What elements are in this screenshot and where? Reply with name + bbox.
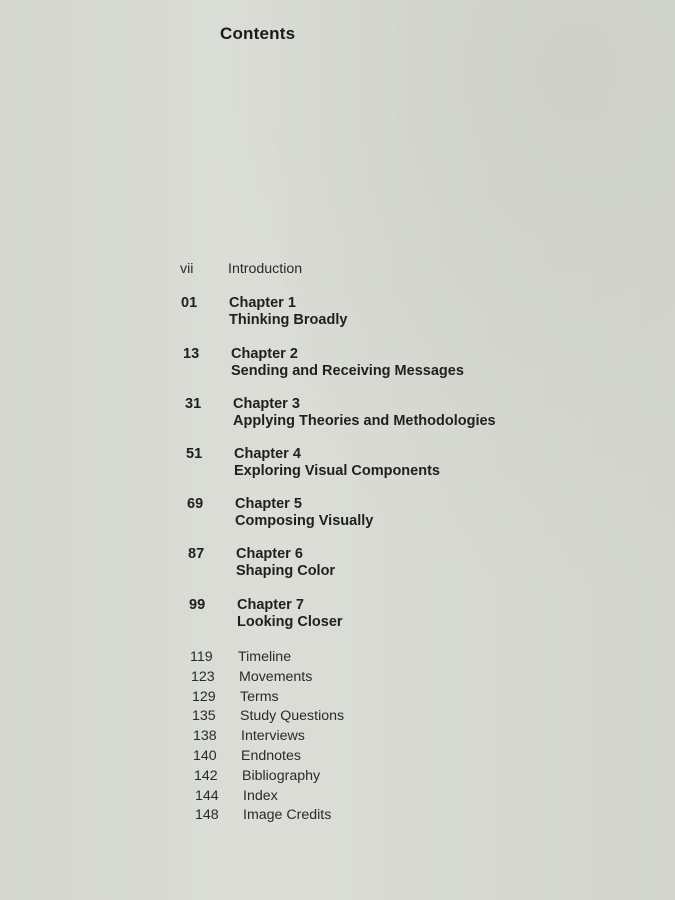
chapter-title: Looking Closer (237, 613, 343, 630)
toc-entry-movements (191, 669, 312, 685)
toc-page-number: vii (180, 261, 194, 277)
toc-entry-label: Study Questions (240, 708, 345, 724)
toc-entry-label: Image Credits (243, 807, 332, 823)
toc-page-number: 123 (191, 669, 215, 685)
toc-entry-terms (192, 689, 279, 705)
toc-chapter-4 (186, 446, 440, 479)
toc-entry-label: Bibliography (242, 768, 321, 784)
chapter-title: Applying Theories and Methodologies (233, 412, 496, 429)
chapter-number: Chapter 6 (236, 546, 303, 562)
toc-entry-label: Timeline (238, 649, 292, 665)
toc-page-number: 01 (181, 295, 198, 311)
toc-page-number: 148 (195, 807, 219, 823)
toc-page-number: 87 (188, 546, 205, 562)
toc-entry-study-questions (192, 708, 344, 724)
toc-chapter-1 (181, 295, 347, 328)
chapter-title: Shaping Color (236, 562, 336, 579)
toc-entry-label: Endnotes (241, 748, 301, 764)
chapter-title: Thinking Broadly (229, 311, 348, 328)
toc-page-number: 69 (187, 496, 204, 512)
toc-entry-introduction (180, 261, 302, 277)
toc-entry-endnotes (193, 748, 301, 764)
page-title: Contents (220, 24, 296, 43)
toc-entry-label: Movements (239, 669, 313, 685)
toc-entry-label: Introduction (228, 261, 303, 277)
chapter-number: Chapter 1 (229, 295, 296, 311)
toc-entry-label: Terms (240, 689, 279, 705)
toc-page-number: 99 (189, 597, 206, 613)
chapter-title: Sending and Receiving Messages (231, 362, 464, 379)
toc-page-number: 144 (195, 788, 219, 804)
toc-entry-timeline (190, 649, 291, 665)
chapter-number: Chapter 5 (235, 496, 302, 512)
toc-entry-index (195, 788, 278, 804)
toc-page-number: 135 (192, 708, 216, 724)
toc-entry-interviews (193, 728, 305, 744)
toc-page-number: 31 (185, 396, 202, 412)
toc-page-number: 51 (186, 446, 203, 462)
chapter-title: Exploring Visual Components (234, 462, 440, 479)
chapter-number: Chapter 2 (231, 346, 298, 362)
toc-entry-image-credits (195, 807, 331, 823)
chapter-number: Chapter 3 (233, 396, 300, 412)
toc-chapter-6 (188, 546, 335, 579)
toc-page-number: 13 (183, 346, 200, 362)
toc-entry-label: Index (243, 788, 278, 804)
toc-chapter-2 (183, 346, 464, 379)
toc-page-number: 129 (192, 689, 216, 705)
toc-entry-bibliography (194, 768, 320, 784)
toc-chapter-5 (187, 496, 373, 529)
toc-chapter-7 (189, 597, 343, 630)
toc-page-number: 142 (194, 768, 218, 784)
chapter-number: Chapter 7 (237, 597, 304, 613)
toc-page-number: 140 (193, 748, 217, 764)
toc-chapter-3 (185, 396, 496, 429)
toc-page-number: 119 (190, 649, 213, 665)
chapter-title: Composing Visually (235, 512, 374, 529)
toc-page-number: 138 (193, 728, 217, 744)
toc-entry-label: Interviews (241, 728, 305, 744)
chapter-number: Chapter 4 (234, 446, 301, 462)
